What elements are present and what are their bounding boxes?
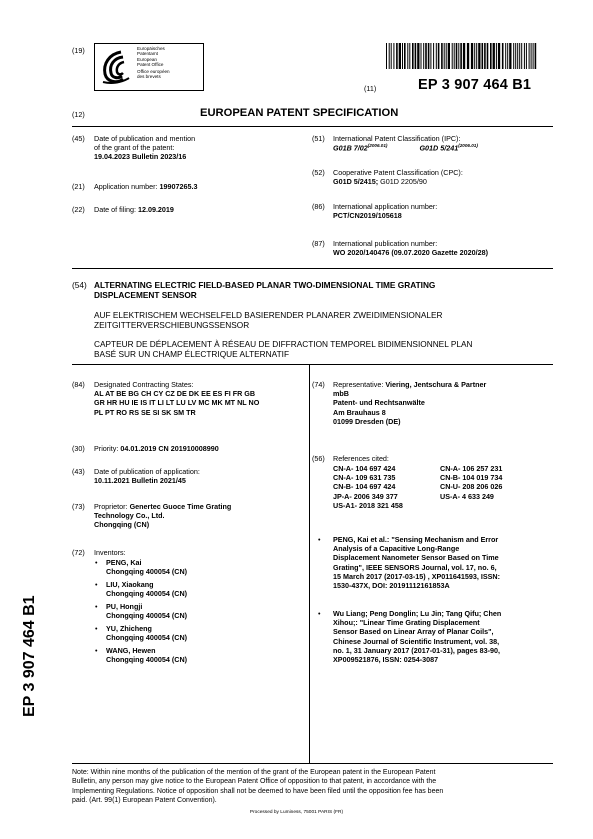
epo-logo-box	[94, 43, 204, 91]
column-divider	[309, 364, 310, 763]
application-number: Application number: 19907265.3	[94, 182, 198, 191]
inid-30: (30)	[72, 444, 85, 453]
opposition-note: Note: Within nine months of the publication of the mention of the grant of the European patent in the European Patent Bulletin, any person may give notice to the European Patent Office of opposition to that patent, in accordance with the Implementing Regulations. Notice of opposition shall not be deemed to have been filed until the opposition fee has been paid. (Art. 99(1) European Patent Convention).	[72, 769, 444, 805]
npl-reference-1: PENG, Kai et al.: "Sensing Mechanism and Error Analysis of a Capacitive Long-Range Displacement Nanometer Sensor Based on Time Grating", IEEE SENSORS Journal, vol. 17, no. 6, 15 March 2017 (2017-03-15) , XP011641593, ISSN: 1530-437X, DOI: 20191112161853A	[333, 535, 501, 591]
application-publication: Date of publication of application: 10.11.2021 Bulletin 2021/45	[94, 467, 200, 486]
side-publication-number: EP 3 907 464 B1	[21, 595, 38, 717]
document-title: EUROPEAN PATENT SPECIFICATION	[200, 107, 399, 119]
inid-74: (74)	[312, 380, 325, 389]
inid-43: (43)	[72, 467, 85, 476]
inid-87: (87)	[312, 239, 325, 248]
rule-3	[72, 364, 553, 365]
bullet: •	[318, 609, 321, 618]
cpc-block: Cooperative Patent Classification (CPC): G01D 5/2415; G01D 2205/90	[333, 168, 463, 187]
inventor-3: PU, Hongji Chongqing 400054 (CN)	[106, 602, 188, 621]
rule-4	[72, 763, 553, 764]
bullet: •	[95, 624, 98, 633]
inid-86: (86)	[312, 202, 325, 211]
ipc-block: International Patent Classification (IPC): G01B $7/02^{(2006.01)}$ G01D $5/241^{(2006.01)}$	[333, 134, 478, 153]
inid-84: (84)	[72, 380, 85, 389]
inventor-5: WANG, Hewen Chongqing 400054 (CN)	[106, 646, 188, 665]
proprietor: Proprietor: Genertec Guoce Time Grating Technology Co., Ltd. Chongqing (CN)	[94, 502, 232, 530]
office-names: Europäisches Patentamt European Patent Office Office européen des brevets	[137, 46, 170, 79]
bullet: •	[95, 558, 98, 567]
title-fr: CAPTEUR DE DÉPLACEMENT À RÉSEAU DE DIFFRACTION TEMPOREL BIDIMENSIONNEL PLAN BASÉ SUR UN CHAMP ÉLECTRIQUE ALTERNATIF	[94, 339, 473, 360]
epo-logo-icon	[99, 46, 135, 86]
intl-publication: International publication number: WO 2020/140476 (09.07.2020 Gazette 2020/28)	[333, 239, 489, 258]
inid-72: (72)	[72, 548, 85, 557]
header-rule	[72, 126, 553, 127]
bullet: •	[95, 646, 98, 655]
intl-application: International application number: PCT/CN2019/105618	[333, 202, 438, 221]
inid-11: (11)	[364, 84, 377, 93]
barcode-icon	[386, 43, 538, 69]
references-label: References cited:	[333, 454, 389, 463]
npl-reference-2: Wu Liang; Peng Donglin; Lu Jin; Tang Qifu; Chen Xihou;: "Linear Time Grating Displacement Sensor Based on Linear Array of Planar Coils", Chinese Journal of Scientific Instrument, vol. 38, no. 1, 31 January 2017 (2017-01-31), pages 83-90, XP009521876, ISSN: 0254-3087	[333, 609, 502, 665]
patent-references: CN-A- 104 697 424 CN-A- 106 257 231 CN-A- 109 631 735 CN-B- 104 019 734 CN-B- 104 697 424 CN-U- 208 206 026 JP-A- 2006 349 377 US-A- 4 633 249 US-A1- 2018 321 458	[333, 464, 503, 510]
footer-processed-by: Processed by Luminess, 75001 PARIS (FR)	[249, 810, 344, 815]
title-de: AUF ELEKTRISCHEM WECHSELFELD BASIERENDER PLANARER ZWEIDIMENSIONALER ZEITGITTERVERSCHIEBUNGSSENSOR	[94, 310, 443, 331]
publication-number: EP 3 907 464 B1	[418, 77, 532, 93]
inventor-4: YU, Zhicheng Chongqing 400054 (CN)	[106, 624, 188, 643]
inid-21: (21)	[72, 182, 85, 191]
grant-date-block: Date of publication and mention of the grant of the patent: 19.04.2023 Bulletin 2023/16	[94, 134, 196, 162]
title-en: ALTERNATING ELECTRIC FIELD-BASED PLANAR TWO-DIMENSIONAL TIME GRATING DISPLACEMENT SENSOR	[94, 280, 436, 301]
representative: Representative: Viering, Jentschura & Partner mbB Patent- und Rechtsanwälte Am Brauhaus 8 01099 Dresden (DE)	[333, 380, 487, 426]
inid-12: (12)	[72, 110, 85, 119]
inid-51: (51)	[312, 134, 325, 143]
inid-73: (73)	[72, 502, 85, 511]
inid-22: (22)	[72, 205, 85, 214]
filing-date: Date of filing: 12.09.2019	[94, 205, 174, 214]
inid-56: (56)	[312, 454, 325, 463]
bullet: •	[318, 535, 321, 544]
inventors-label: Inventors:	[94, 548, 126, 557]
inid-52: (52)	[312, 168, 325, 177]
inid-45: (45)	[72, 134, 85, 143]
bullet: •	[95, 602, 98, 611]
bullet: •	[95, 580, 98, 589]
priority: Priority: 04.01.2019 CN 201910008990	[94, 444, 219, 453]
inventor-1: PENG, Kai Chongqing 400054 (CN)	[106, 558, 188, 577]
designated-states: Designated Contracting States: AL AT BE BG CH CY CZ DE DK EE ES FI FR GB GR HR HU IE IS IT LI LT LU LV MC MK MT NL NO PL PT RO RS SE SI SK SM TR	[94, 380, 260, 417]
rule-2	[72, 268, 553, 269]
inid-19: (19)	[72, 46, 85, 55]
inid-54: (54)	[72, 280, 87, 290]
inventor-2: LIU, Xiaokang Chongqing 400054 (CN)	[106, 580, 188, 599]
